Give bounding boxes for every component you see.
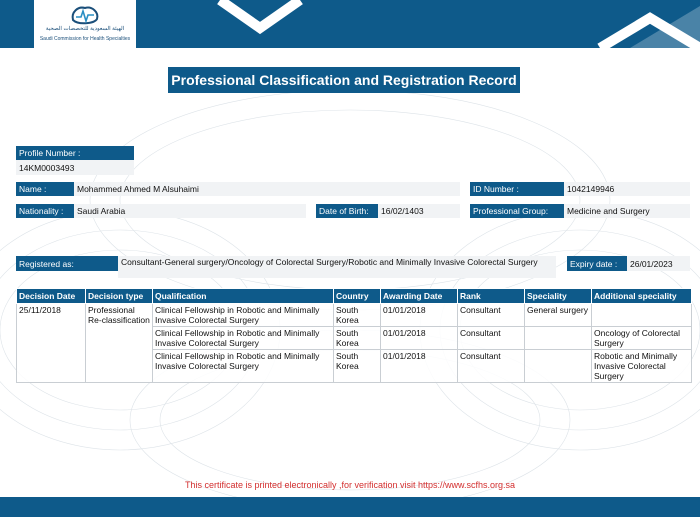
col-country: Country <box>334 289 381 304</box>
speciality-cell <box>525 327 592 350</box>
logo-english-text: Saudi Commission for Health Specialties <box>39 36 131 42</box>
name-value: Mohammed Ahmed M Alsuhaimi <box>74 182 460 196</box>
decision-type-cell: Professional Re-classification <box>86 304 153 383</box>
nationality-label: Nationality : <box>16 204 74 218</box>
col-decision-type: Decision type <box>86 289 153 304</box>
date-of-birth-value: 16/02/1403 <box>378 204 460 218</box>
speciality-cell <box>525 350 592 383</box>
profile-number-label: Profile Number : <box>16 146 134 160</box>
date-of-birth-label: Date of Birth: <box>316 204 378 218</box>
name-label: Name : <box>16 182 74 196</box>
decisions-table <box>16 288 692 383</box>
additional-speciality-cell <box>592 304 692 327</box>
id-number-label: ID Number : <box>470 182 564 196</box>
rank-cell: Consultant <box>458 304 525 327</box>
professional-group-label: Professional Group: <box>470 204 564 218</box>
col-qualification: Qualification <box>153 289 334 304</box>
awarding-date-cell: 01/01/2018 <box>381 304 458 327</box>
profile-number-value: 14KM0003493 <box>16 160 134 175</box>
header-chevron-decoration <box>200 0 700 48</box>
awarding-date-cell: 01/01/2018 <box>381 327 458 350</box>
logo-arabic-text: الهيئة السعودية للتخصصات الصحية <box>45 26 125 32</box>
col-speciality: Speciality <box>525 289 592 304</box>
professional-group-value: Medicine and Surgery <box>564 204 690 218</box>
col-decision-date: Decision Date <box>17 289 86 304</box>
awarding-date-cell: 01/01/2018 <box>381 350 458 383</box>
additional-speciality-cell: Oncology of Colorectal Surgery <box>592 327 692 350</box>
table-header-row <box>17 289 692 304</box>
qualification-cell: Clinical Fellowship in Robotic and Minimally Invasive Colorectal Surgery <box>153 350 334 383</box>
scfhs-logo-icon <box>70 4 100 26</box>
qualification-cell: Clinical Fellowship in Robotic and Minimally Invasive Colorectal Surgery <box>153 327 334 350</box>
country-cell: South Korea <box>334 327 381 350</box>
verification-note: This certificate is printed electronically ,for verification visit https://www.scfhs.org.sa <box>184 480 516 490</box>
country-cell: South Korea <box>334 304 381 327</box>
bottom-band <box>0 497 700 517</box>
col-additional-speciality: Additional speciality <box>592 289 692 304</box>
rank-cell: Consultant <box>458 350 525 383</box>
registered-as-label: Registered as: <box>16 256 118 271</box>
decision-date-cell: 25/11/2018 <box>17 304 86 383</box>
registered-as-value: Consultant-General surgery/Oncology of Colorectal Surgery/Robotic and Minimally Invasive Colorectal Surgery <box>118 256 556 278</box>
id-number-value: 1042149946 <box>564 182 690 196</box>
country-cell: South Korea <box>334 350 381 383</box>
additional-speciality-cell: Robotic and Minimally Invasive Colorectal Surgery <box>592 350 692 383</box>
speciality-cell: General surgery <box>525 304 592 327</box>
nationality-value: Saudi Arabia <box>74 204 306 218</box>
rank-cell: Consultant <box>458 327 525 350</box>
col-awarding-date: Awarding Date <box>381 289 458 304</box>
expiry-date-label: Expiry date : <box>567 256 627 271</box>
table-row <box>17 304 692 327</box>
col-rank: Rank <box>458 289 525 304</box>
scfhs-logo <box>34 0 136 48</box>
qualification-cell: Clinical Fellowship in Robotic and Minimally Invasive Colorectal Surgery <box>153 304 334 327</box>
expiry-date-value: 26/01/2023 <box>627 256 690 271</box>
page-title: Professional Classification and Registration Record <box>168 67 520 93</box>
